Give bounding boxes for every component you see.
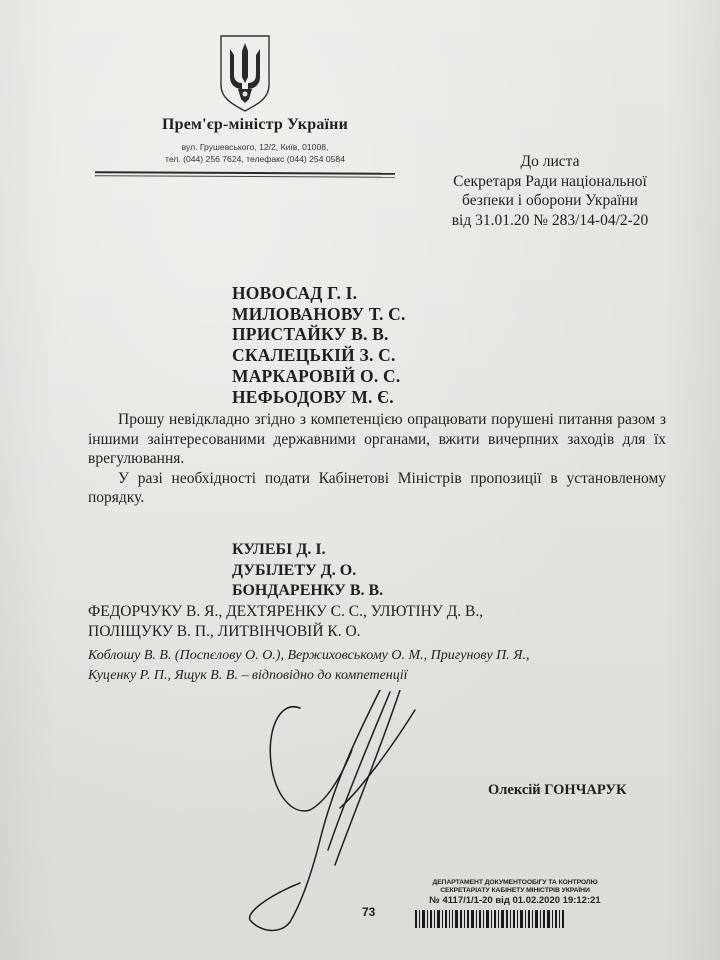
addressee: КУЛЕБІ Д. І. [232,541,326,558]
letterhead-divider-thin [95,175,395,178]
stamp-registration-number: № 4117/1/1-20 від 01.02.2020 19:12:21 [429,895,601,906]
body-paragraph: У разі необхідності подати Кабінетові Міністрів пропозиції в установленому порядку. [88,469,666,506]
secondary-addressees [232,540,383,602]
primary-addressees [232,283,406,407]
addressee: НЕФЬОДОВУ М. Є. [232,386,394,407]
phone-line: тел. (044) 256 7624, телефакс (044) 254 0584 [164,153,345,164]
addressee: МАРКАРОВІЙ О. С. [232,365,401,386]
cc-italic-line: Коблошу В. В. (Поспєлову О. О.), Вержиховському О. М., Пригунову П. Я., [88,648,530,663]
reference-line: До листа [520,153,580,170]
letterhead-divider [95,171,395,175]
cc-italic-line: Куценку Р. П., Ящук В. В. – відповідно до компетенції [88,668,408,683]
reference-line: від 31.01.20 № 283/14-04/2-20 [451,211,649,229]
stamp-secretariat: СЕКРЕТАРІАТУ КАБІНЕТУ МІНІСТРІВ УКРАЇНИ [440,887,590,894]
reference-block [430,152,670,230]
trident-emblem-icon [218,33,272,113]
addressee: НОВОСАД Г. І. [232,283,358,303]
addressee: СКАЛЕЦЬКІЙ З. С. [232,345,396,366]
stamp-department: ДЕПАРТАМЕНТ ДОКУМЕНТООБІГУ ТА КОНТРОЛЮ [432,879,598,886]
reference-line: Секретаря Ради національної [453,172,647,190]
addressee: БОНДАРЕНКУ В. В. [232,582,384,599]
addressee: МИЛОВАНОВУ Т. С. [232,303,406,324]
reference-line: безпеки і оборони України [462,192,638,209]
cc-line: ФЕДОРЧУКУ В. Я., ДЕХТЯРЕНКУ С. С., УЛЮТІНУ Д. В., [88,603,484,620]
letter-body [88,410,666,508]
page-number: 73 [362,905,376,919]
cc-line: ПОЛІЩУКУ В. П., ЛИТВІНЧОВІЙ К. О. [88,623,361,640]
letterhead-title: Прем'єр-міністр України [161,116,349,133]
body-paragraph: Прошу невідкладно згідно з компетенцією опрацювати порушені питання разом з іншими заінтересованими державними органами, вжити вичерпних заходів для їх врегулювання. [88,411,666,467]
addressee: ДУБІЛЕТУ Д. О. [232,561,357,579]
addressee: ПРИСТАЙКУ В. В. [232,324,389,345]
registration-stamp [405,879,625,907]
letterhead-address [140,142,370,165]
copy-recipients-italic [88,646,668,686]
copy-recipients [88,602,668,642]
signer-name: Олексій ГОНЧАРУК [488,782,627,798]
address-line: вул. Грушевського, 12/2, Київ, 01008, [181,142,329,152]
barcode-icon [415,910,575,928]
